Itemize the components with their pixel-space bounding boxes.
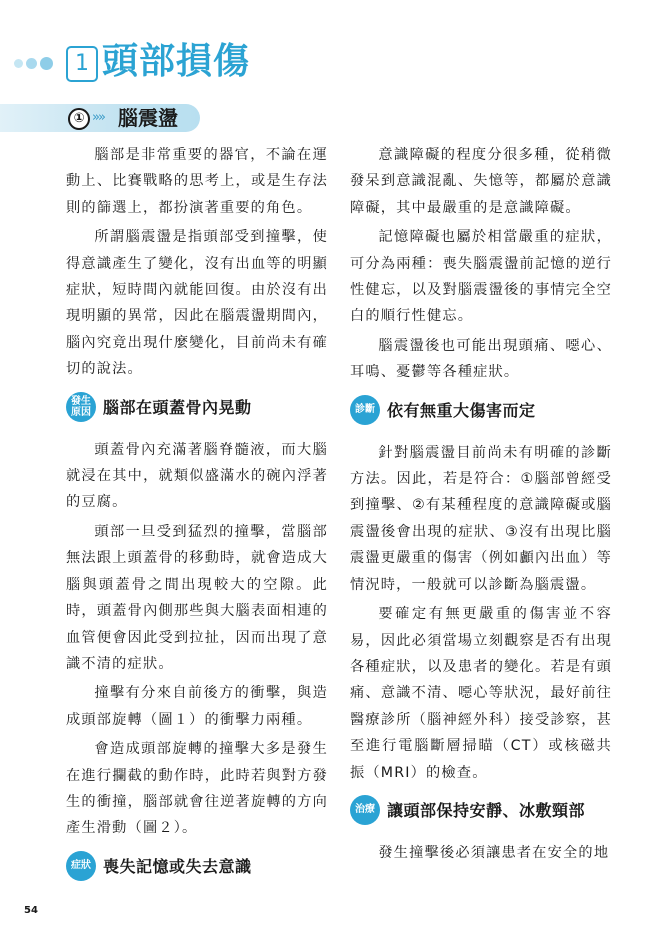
badge-label: 症狀 — [71, 860, 91, 872]
body-paragraph: 記憶障礙也屬於相當嚴重的症狀，可分為兩種：喪失腦震盪前記憶的逆行性健忘，以及對腦震盪後的事情完全空白的順行性健忘。 — [350, 229, 612, 325]
badge-label: 診斷 — [355, 404, 375, 416]
dot-icon — [26, 58, 37, 69]
body-paragraph: 頭蓋骨內充滿著腦脊髓液，而大腦就浸在其中，就類似盛滿水的碗內浮著的豆腐。 — [66, 441, 328, 511]
dot-icon — [40, 57, 53, 70]
subhead-diagnosis — [350, 394, 612, 426]
treatment-badge — [350, 795, 380, 825]
badge-label: 治療 — [355, 804, 375, 816]
page-number: 54 — [24, 905, 38, 916]
diagnosis-badge — [350, 395, 380, 425]
section-title: 腦震盪 — [118, 106, 178, 130]
body-paragraph: 腦部是非常重要的器官，不論在運動上、比賽戰略的思考上，或是生存法則的篩選上，都扮演著重要的角色。 — [66, 147, 328, 216]
double-chevron-icon: »» — [92, 110, 104, 125]
chapter-title: 頭部損傷 — [102, 41, 251, 82]
body-paragraph: 意識障礙的程度分很多種，從稍微發呆到意識混亂、失憶等，都屬於意識障礙，其中最嚴重的是意識障礙。 — [350, 147, 612, 216]
subhead-cause — [66, 391, 328, 423]
dot-icon — [14, 59, 23, 68]
left-column — [66, 142, 328, 896]
body-paragraph: 所謂腦震盪是指頭部受到撞擊，使得意識產生了變化，沒有出血等的明顯症狀，短時間內就能回復。由於沒有出現明顯的異常，因此在腦震盪期間內，腦內究竟出現什麼變化，目前尚未有確切的說法。 — [66, 229, 328, 378]
chapter-number: 1 — [66, 46, 98, 82]
badge-label: 發生 原因 — [71, 395, 91, 418]
cause-badge — [66, 392, 96, 422]
subhead-title: 腦部在頭蓋骨內晃動 — [103, 398, 252, 418]
subhead-symptom — [66, 850, 328, 882]
right-column — [350, 142, 612, 869]
decorative-dots — [14, 56, 53, 70]
body-paragraph: 腦震盪後也可能出現頭痛、噁心、耳鳴、憂鬱等各種症狀。 — [350, 337, 612, 381]
section-number: ① — [68, 108, 90, 130]
body-paragraph: 會造成頭部旋轉的撞擊大多是發生在進行攔截的動作時，此時若與對方發生的衝撞，腦部就會往逆著旋轉的方向產生滑動（圖２）。 — [66, 741, 328, 837]
body-paragraph: 要確定有無更嚴重的傷害並不容易，因此必須當場立刻觀察是否有出現各種症狀，以及患者的變化。若是有頭痛、意識不清、噁心等狀況，最好前往醫療診所（腦神經外科）接受診察，甚至進行電腦斷層掃瞄（CT）或核磁共振（MRI）的檢查。 — [350, 606, 612, 781]
body-paragraph: 針對腦震盪目前尚未有明確的診斷方法。因此，若是符合：①腦部曾經受到撞擊、②有某種程度的意識障礙或腦震盪後會出現的症狀、③沒有出現比腦震盪更嚴重的傷害（例如顱內出血）等情況時，一般就可以診斷為腦震盪。 — [350, 444, 612, 593]
body-paragraph: 發生撞擊後必須讓患者在安全的地 — [378, 844, 610, 861]
body-paragraph: 撞擊有分來自前後方的衝擊，與造成頭部旋轉（圖１）的衝擊力兩種。 — [66, 685, 328, 728]
body-paragraph: 頭部一旦受到猛烈的撞擊，當腦部無法跟上頭蓋骨的移動時，就會造成大腦與頭蓋骨之間出現較大的空隙。此時，頭蓋骨內側那些與大腦表面相連的血管便會因此受到拉扯，因而出現了意識不清的症狀。 — [66, 523, 328, 672]
subhead-title: 喪失記憶或失去意識 — [103, 857, 252, 877]
subhead-title: 讓頭部保持安靜、冰敷頸部 — [387, 801, 586, 821]
symptom-badge — [66, 851, 96, 881]
subhead-title: 依有無重大傷害而定 — [387, 401, 536, 421]
subhead-treatment — [350, 794, 612, 826]
